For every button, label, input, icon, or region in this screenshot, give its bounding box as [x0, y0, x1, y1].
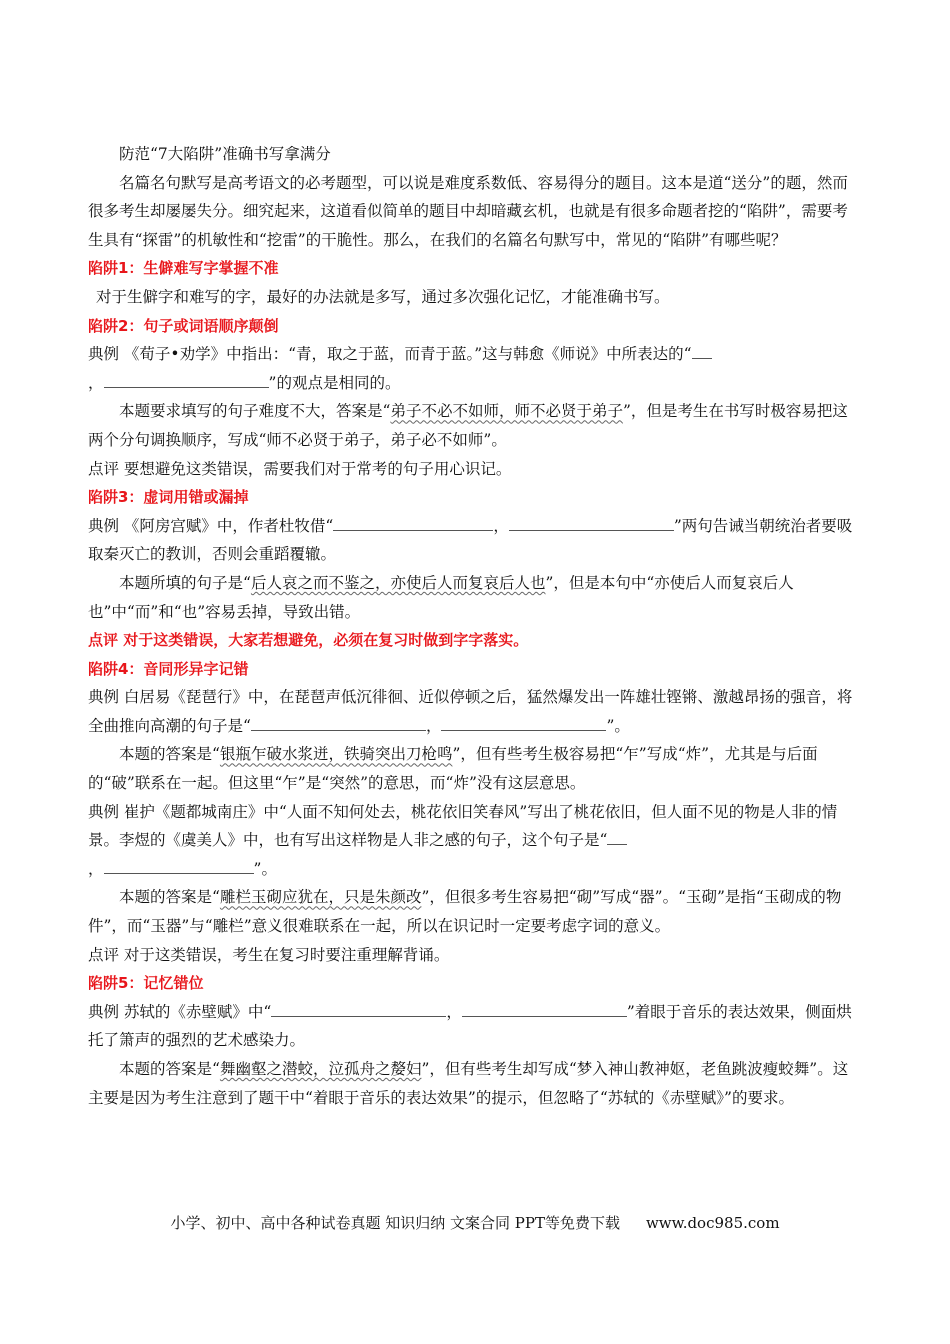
answer-blank: [104, 857, 254, 874]
trap-3-example: 典例 《阿房宫赋》中，作者杜牧借“ ， ”两句告诫当朝统治者要吸取秦灭亡的教训，否则会重蹈覆辙。: [88, 512, 860, 569]
page-title: 防范“7大陷阱”准确书写拿满分: [119, 145, 331, 163]
trap-2-example: 典例 《荀子•劝学》中指出：“青，取之于蓝，而青于蓝。”这与韩愈《师说》中所表达的“ ， ”的观点是相同的。: [88, 340, 860, 397]
page-footer: [0, 1212, 950, 1233]
intro-paragraph: 名篇名句默写是高考语文的必考题型，可以说是难度系数低、容易得分的题目。这本是道“送分”的题，然而很多考生却屡屡失分。细究起来，这道看似简单的题目中却暗藏玄机，也就是有很多命题者挖的“陷阱”，需要考生具有“探雷”的机敏性和“挖雷”的干脆性。那么，在我们的名篇名句默写中，常见的“陷阱”有哪些呢？: [88, 173, 848, 249]
trap-3-heading: 陷阱3：虚词用错或漏掉: [88, 488, 249, 507]
answer-key: 后人哀之而不鉴之，亦使后人而复哀后人也: [250, 573, 546, 592]
footer-text: 小学、初中、高中各种试卷真题 知识归纳 文案合同 PPT等免费下载: [170, 1214, 620, 1232]
answer-blank: [271, 1000, 446, 1017]
trap-1-text: 对于生僻字和难写的字，最好的办法就是多写，通过多次强化记忆，才能准确书写。: [96, 287, 670, 306]
trap-4-answer-2: 本题的答案是“雕栏玉砌应犹在，只是朱颜改”，但很多考生容易把“砌”写成“器”。“玉砌”是指“玉砌成的物件”，而“玉器”与“雕栏”意义很难联系在一起，所以在识记时一定要考虑字词的意义。: [88, 888, 842, 936]
answer-blank: [251, 714, 426, 731]
trap-4-answer-1: 本题的答案是“银瓶乍破水浆迸，铁骑突出刀枪鸣”，但有些考生极容易把“乍”写成“炸”，尤其是与后面的“破”联系在一起。但这里“乍”是“突然”的意思，而“炸”没有这层意思。: [88, 745, 818, 793]
document-body: [88, 140, 860, 1112]
trap-2-answer: 本题要求填写的句子难度不大，答案是“弟子不必不如师，师不必贤于弟子”，但是考生在书写时极容易把这两个分句调换顺序，写成“师不必贤于弟子，弟子必不如师”。: [88, 402, 848, 449]
trap-4-example-2: 典例 崔护《题都城南庄》中“人面不知何处去，桃花依旧笑春风”写出了桃花依旧，但人面不见的物是人非的情景。李煜的《虞美人》中，也有写出这样物是人非之感的句子，这个句子是“ ， ”。: [88, 802, 838, 878]
trap-4-example-1: 典例 白居易《琵琶行》中，在琵琶声低沉徘徊、近似停顿之后，猛然爆发出一阵雄壮铿锵、激越昂扬的强音，将全曲推向高潮的句子是“ ， ”。: [88, 688, 853, 735]
trap-5-example: 典例 苏轼的《赤壁赋》中“ ， ”着眼于音乐的表达效果，侧面烘托了箫声的强烈的艺术感染力。: [88, 998, 860, 1055]
answer-blank: [692, 342, 712, 359]
answer-blank: [509, 514, 674, 531]
answer-blank: [104, 371, 269, 388]
trap-3-answer: 本题所填的句子是“后人哀之而不鉴之，亦使后人而复哀后人也”，但是本句中“亦使后人而复哀后人也”中“而”和“也”容易丢掉，导致出错。: [88, 573, 794, 621]
answer-key: 银瓶乍破水浆迸，铁骑突出刀枪鸣: [219, 745, 453, 764]
answer-blank: [607, 828, 627, 845]
trap-5-heading: 陷阱5：记忆错位: [88, 974, 204, 993]
answer-key: 舞幽壑之潜蛟，泣孤舟之嫠妇: [219, 1060, 422, 1078]
footer-url-link[interactable]: www.doc985.com: [645, 1214, 780, 1232]
answer-blank: [333, 514, 493, 531]
answer-blank: [462, 1000, 627, 1017]
answer-blank: [441, 714, 606, 731]
trap-4-comment: 点评 对于这类错误，考生在复习时要注重理解背诵。: [88, 945, 450, 964]
answer-key: 弟子不必不如师，师不必贤于弟子: [390, 402, 623, 421]
trap-5-answer: 本题的答案是“舞幽壑之潜蛟，泣孤舟之嫠妇”，但有些考生却写成“梦入神山教神妪，老鱼跳波瘦蛟舞”。这主要是因为考生注意到了题干中“着眼于音乐的表达效果”的提示，但忽略了“苏轼的《赤壁赋》”的要求。: [88, 1060, 849, 1107]
trap-1-heading: 陷阱1：生僻难写字掌握不准: [88, 259, 279, 278]
answer-key: 雕栏玉砌应犹在，只是朱颜改: [219, 888, 422, 907]
trap-2-heading: 陷阱2：句子或词语顺序颠倒: [88, 316, 279, 335]
trap-3-comment: 点评 对于这类错误，大家若想避免，必须在复习时做到字字落实。: [88, 631, 529, 650]
trap-2-comment: 点评 要想避免这类错误，需要我们对于常考的句子用心识记。: [88, 459, 512, 478]
trap-4-heading: 陷阱4：音同形异字记错: [88, 659, 249, 678]
